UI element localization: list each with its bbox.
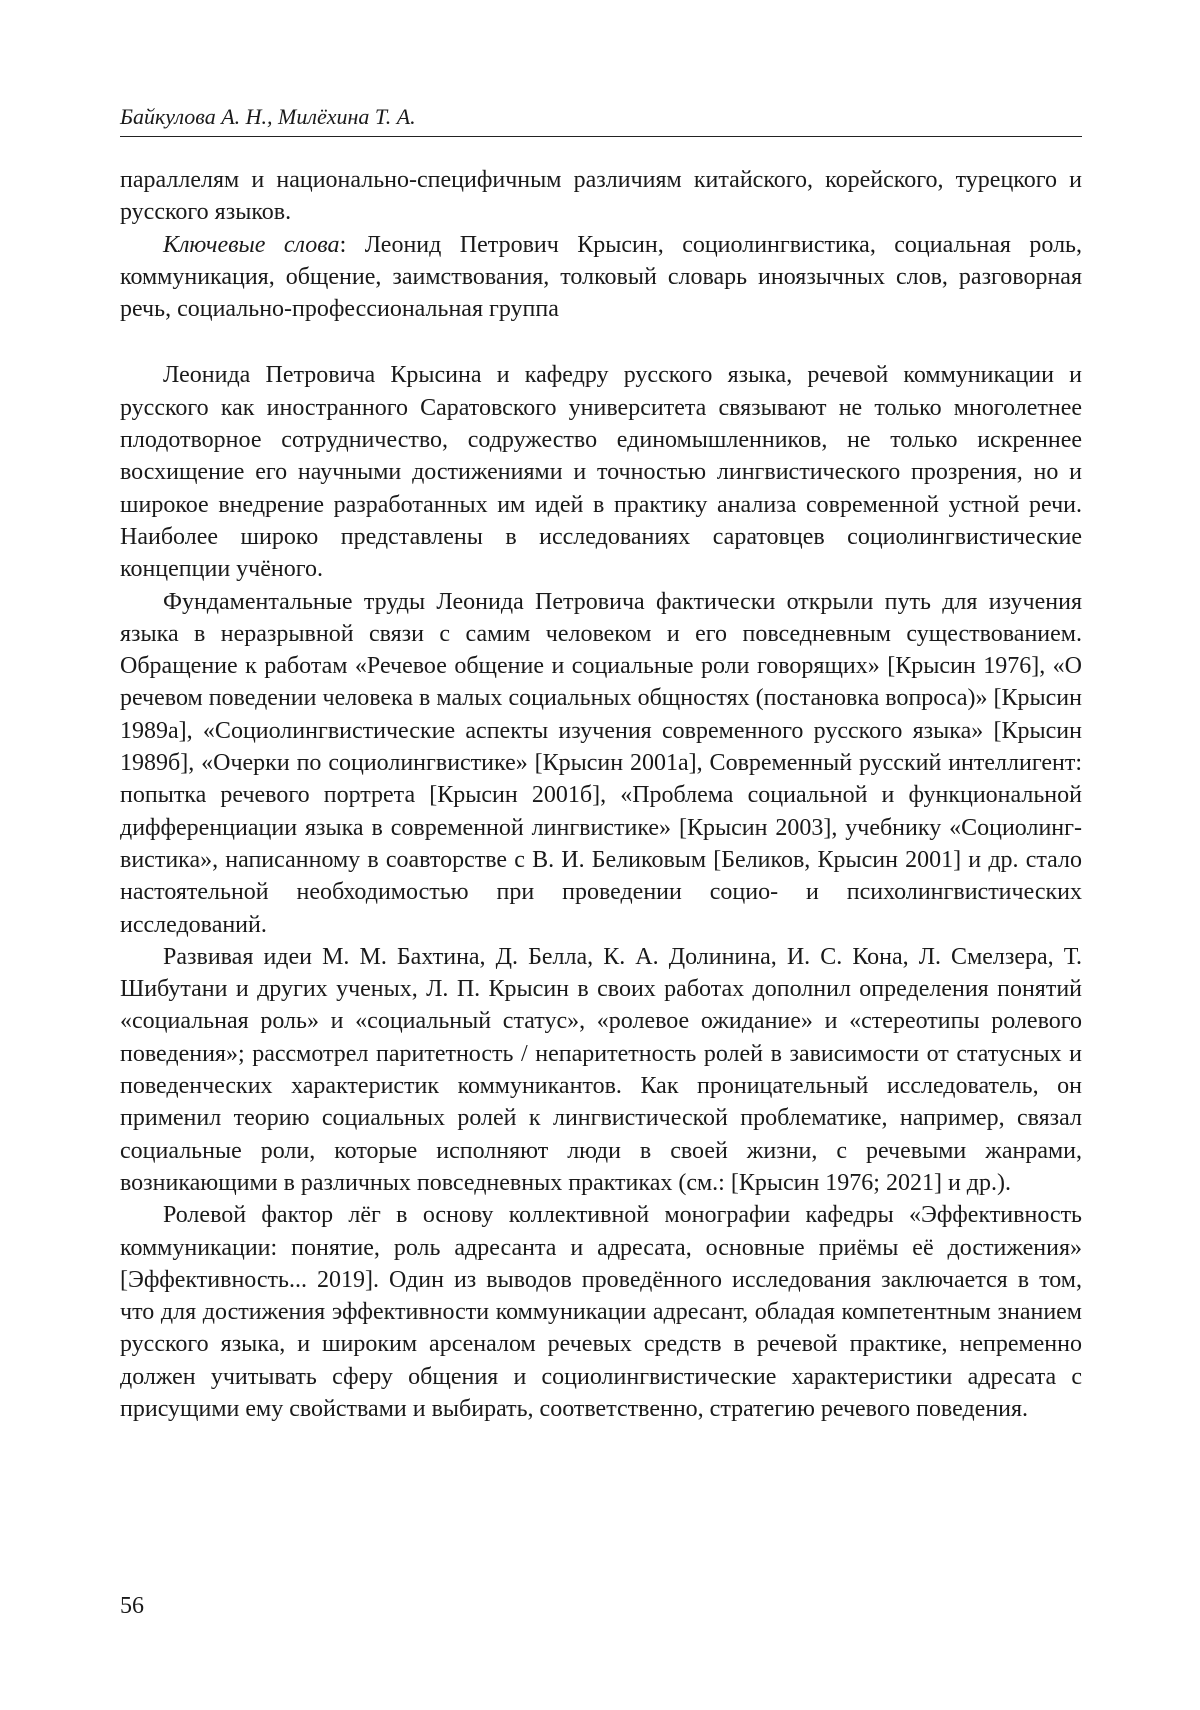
page-number: 56	[120, 1593, 144, 1619]
body-paragraph-4: Ролевой фактор лёг в основу коллективной монографии кафедры «Эффективность коммуникации: понятие, роль адресанта и адресата, основные приёмы её достижения» [Эффективность... 2019]. Один из выводов проведённого исследования заключается в том, что для достижения эффективности коммуникации адресант, обладая компетентным знанием русского языка, и широким арсеналом речевых средств в речевой практике, непременно должен учитывать сферу общения и социолингвистические характеристики адресата с присущими ему свойствами и выбирать, соответственно, стратегию речевого поведения.	[120, 1202, 1082, 1422]
keywords-separator: :	[339, 231, 365, 258]
page-content	[120, 164, 1082, 1425]
running-head-authors: Байкулова А. Н., Милёхина Т. А.	[120, 104, 1082, 137]
keywords-paragraph	[120, 229, 1082, 326]
body-paragraph-3: Развивая идеи М. М. Бахтина, Д. Белла, К. А. Долинина, И. С. Кона, Л. Смелзера, Т. Шибутани и других ученых, Л. П. Крысин в своих работах дополнил определения понятий «социальная роль» и «социальный статус», «ролевое ожидание» и «стереотипы ролевого поведения»; рассмотрел паритетность / непаритетность ролей в зависимости от статусных и поведенческих характеристик коммуникантов. Как проницательный исследователь, он применил теорию социальных ролей к лингвистической проблематике, например, связал социальные роли, которые исполняют люди в своей жизни, с речевыми жанрами, возникающими в различных повседневных практиках (см.: [Крысин 1976; 2021] и др.).	[120, 943, 1082, 1196]
keywords-list: Леонид Петрович Крысин, социолингвистика, социальная роль, коммуникация, общение, заимствования, толковый словарь иноязычных слов, разговорная речь, социально-профессиональная группа	[120, 231, 1082, 323]
abstract-tail: параллелям и национально-специфичным различиям китайского, корейского, турецкого и русского языков.	[120, 167, 1082, 226]
body-paragraph-2: Фундаментальные труды Леонида Петровича фактически открыли путь для изучения языка в неразрывной связи с самим человеком и его повседневным существованием. Обращение к работам «Речевое общение и социальные роли говорящих» [Крысин 1976], «О речевом поведении человека в малых социальных общностях (постановка вопроса)» [Крысин 1989а], «Социолингвистические аспекты изучения современного русского языка» [Крысин 1989б], «Очерки по социолингвистике» [Крысин 2001а], Современный русский интеллигент: попытка речевого портрета [Крысин 2001б], «Проблема социальной и функциональной дифференциации языка в современной лингвистике» [Крысин 2003], учебнику «Социолингвистика», написанному в соавторстве с В. И. Беликовым [Беликов, Крысин 2001] и др. стало настоятельной необходимостью при проведении социо- и психолингвистических исследований.	[120, 588, 1082, 938]
body-paragraph-1: Леонида Петровича Крысина и кафедру русского языка, речевой коммуникации и русского как иностранного Саратовского университета связывают не только многолетнее плодотворное сотрудничество, содружество единомышленников, не только искреннее восхищение его научными достижениями и точностью лингвистического прозрения, но и широкое внедрение разработанных им идей в практику анализа современной устной речи. Наиболее широко представлены в исследованиях саратовцев социолингвистические концепции учёного.	[120, 362, 1082, 583]
section-gap	[120, 325, 1082, 359]
keywords-label: Ключевые слова	[163, 231, 340, 258]
